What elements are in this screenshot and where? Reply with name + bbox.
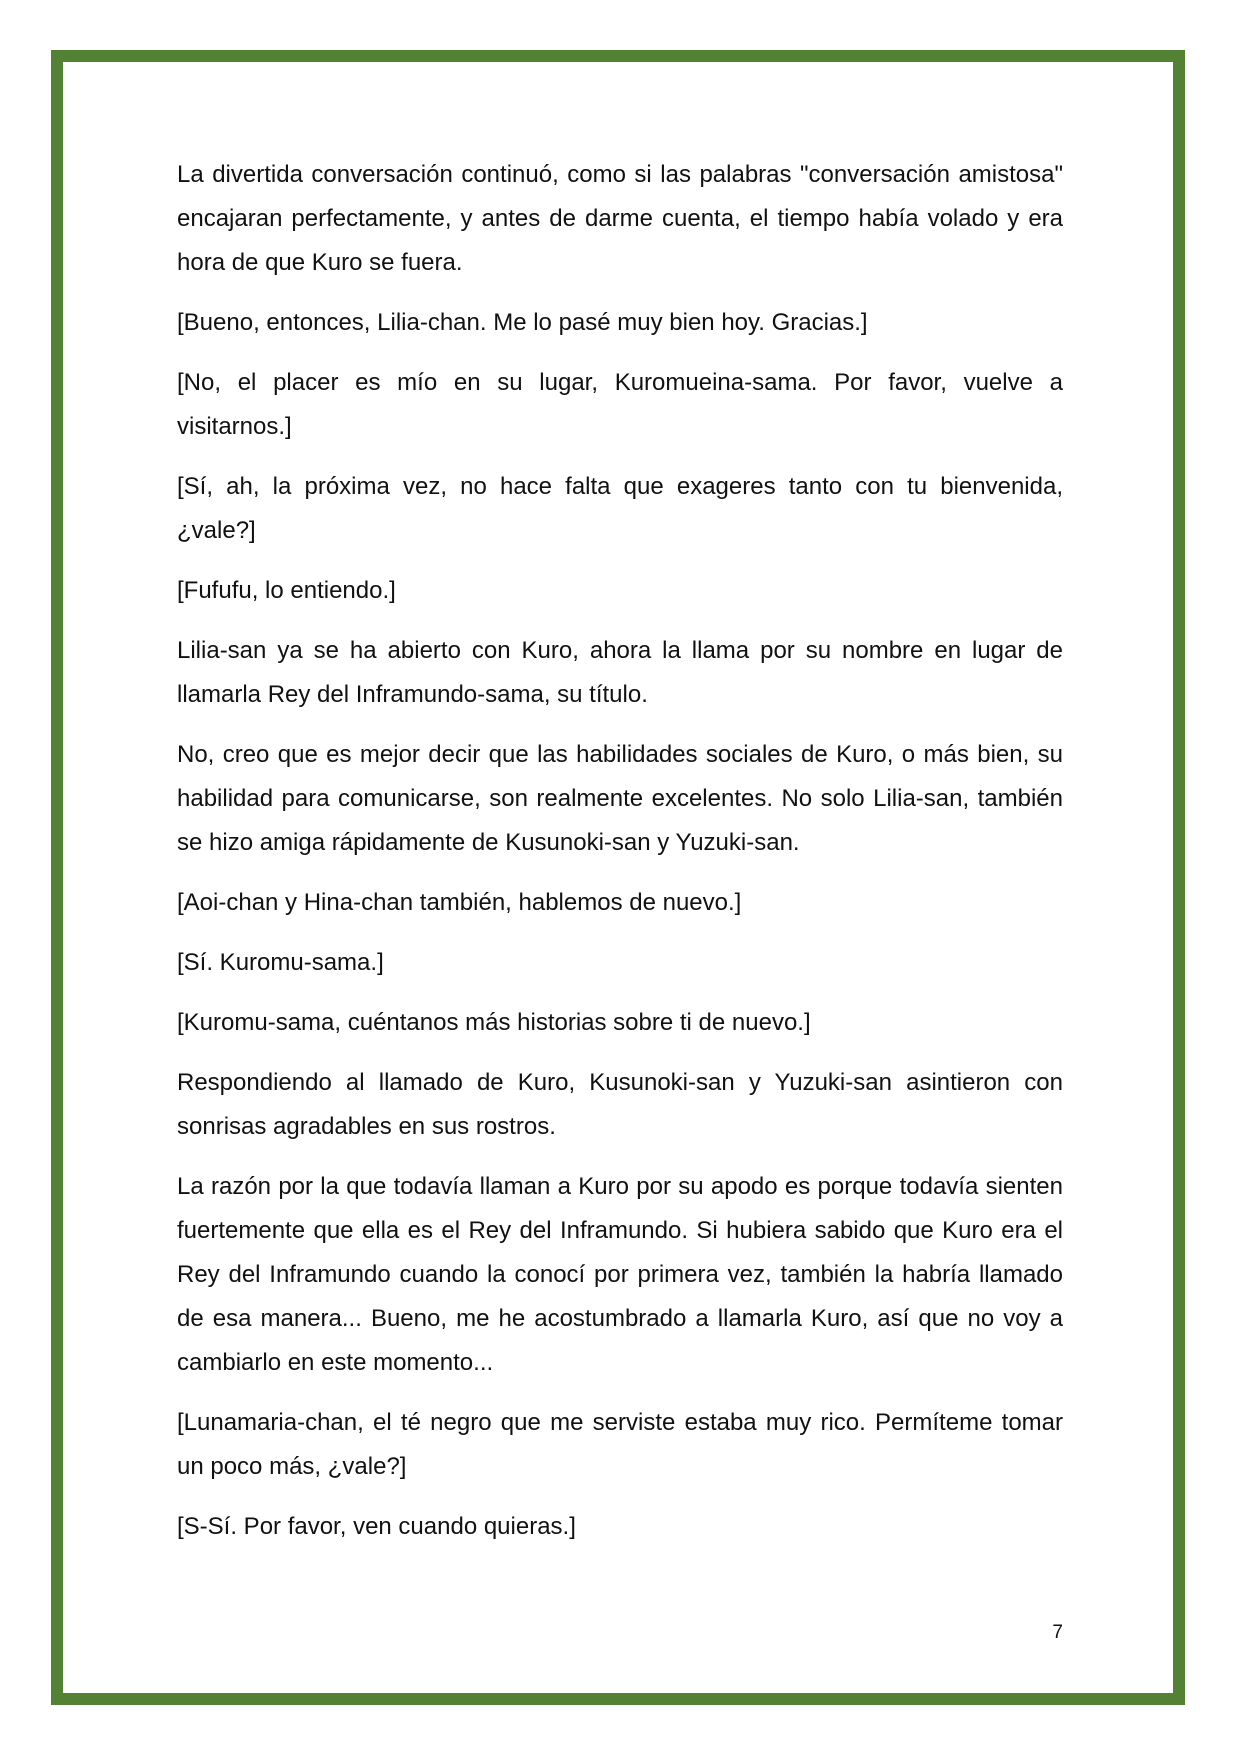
dialogue-line: [Sí. Kuromu-sama.] bbox=[177, 949, 384, 976]
dialogue-line: [No, el placer es mío en su lugar, Kuromueina-sama. Por favor, vuelve a visitarnos.] bbox=[177, 369, 1063, 440]
dialogue-line: [Bueno, entonces, Lilia-chan. Me lo pasé muy bien hoy. Gracias.] bbox=[177, 309, 868, 336]
dialogue-line: [Lunamaria-chan, el té negro que me serviste estaba muy rico. Permíteme tomar un poco más, ¿vale?] bbox=[177, 1409, 1063, 1480]
page-number: 7 bbox=[1052, 1622, 1063, 1643]
document-body bbox=[177, 153, 1063, 1565]
dialogue-line: [Sí, ah, la próxima vez, no hace falta que exageres tanto con tu bienvenida, ¿vale?] bbox=[177, 473, 1063, 544]
paragraph: La divertida conversación continuó, como si las palabras "conversación amistosa" encajaran perfectamente, y antes de darme cuenta, el tiempo había volado y era hora de que Kuro se fuera. bbox=[177, 161, 1063, 276]
paragraph: Lilia-san ya se ha abierto con Kuro, ahora la llama por su nombre en lugar de llamarla Rey del Inframundo-sama, su título. bbox=[177, 637, 1063, 708]
paragraph: Respondiendo al llamado de Kuro, Kusunoki-san y Yuzuki-san asintieron con sonrisas agradables en sus rostros. bbox=[177, 1069, 1063, 1140]
dialogue-line: [Fufufu, lo entiendo.] bbox=[177, 577, 396, 604]
dialogue-line: [Aoi-chan y Hina-chan también, hablemos de nuevo.] bbox=[177, 889, 742, 916]
paragraph: La razón por la que todavía llaman a Kuro por su apodo es porque todavía sienten fuertemente que ella es el Rey del Inframundo. Si hubiera sabido que Kuro era el Rey del Inframundo cuando la conocí por primera vez, también la habría llamado de esa manera... Bueno, me he acostumbrado a llamarla Kuro, así que no voy a cambiarlo en este momento... bbox=[177, 1173, 1063, 1376]
dialogue-line: [Kuromu-sama, cuéntanos más historias sobre ti de nuevo.] bbox=[177, 1009, 811, 1036]
dialogue-line: [S-Sí. Por favor, ven cuando quieras.] bbox=[177, 1513, 576, 1540]
paragraph: No, creo que es mejor decir que las habilidades sociales de Kuro, o más bien, su habilidad para comunicarse, son realmente excelentes. No solo Lilia-san, también se hizo amiga rápidamente de Kusunoki-san y Yuzuki-san. bbox=[177, 741, 1063, 856]
